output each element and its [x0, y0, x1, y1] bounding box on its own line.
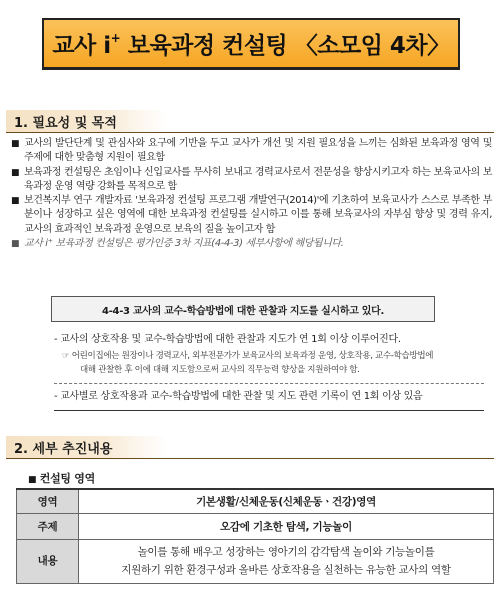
section-heading-2: 2. 세부 추진내용 [6, 436, 166, 458]
indicator-detail-1: - 교사의 상호작용 및 교수-학습방법에 대한 관찰과 지도가 연 1회 이상 이루어진다. [54, 334, 401, 345]
dashed-divider [54, 383, 484, 384]
indicator-box: 4-4-3 교사의 교수-학습방법에 대한 관찰과 지도를 실시하고 있다. [51, 296, 435, 322]
square-bullet-icon: ■ [28, 475, 37, 485]
indicator-detail-note-b: 대해 관찰한 후 이에 대해 지도함으로써 교사의 직무능력 향상을 지원하여야 함. [80, 365, 360, 375]
table-row [17, 539, 494, 583]
list-item: ■ 보육과정 컨설팅은 초임이나 신입교사를 무사히 보내고 경력교사로서 전문성을 향상시키고자 하는 보육교사의 보육과정 운영 역량 강화를 목적으로 함 [11, 166, 492, 192]
accreditation-note: ■ 교사 i⁺ 보육과정 컨설팅은 평가인증 3차 지표(4-4-3) 세부사항에 해당됩니다. [10, 237, 492, 251]
square-bullet-icon: ■ [11, 167, 20, 178]
indicator-detail-note-a: ☞ 어린이집에는 원장이나 경력교사, 외부전문가가 보육교사의 보육과정 운영, 상호작용, 교수-학습방법에 [62, 351, 434, 361]
section-divider-1 [6, 132, 494, 133]
table-header-cell: 영역 [17, 489, 79, 513]
square-bullet-icon: ■ [11, 196, 20, 207]
square-bullet-icon: ■ [11, 239, 20, 250]
list-item: ■ 교사의 발단단계 및 관심사와 요구에 기반을 두고 교사가 개선 및 지원 필요성을 느끼는 심화된 보육과정 영역 및 주제에 대한 맞춤형 지원이 필요함 [11, 138, 492, 164]
consulting-table [16, 488, 494, 584]
title-banner [42, 18, 460, 70]
table-header-cell: 주제 [17, 513, 79, 539]
table-row [17, 513, 494, 539]
section-divider-2 [6, 458, 494, 459]
table-cell: 놀이를 통해 배우고 성장하는 영아기의 감각탐색 놀이와 기능놀이를 지원하기 위한 환경구성과 올바른 상호작용을 실천하는 유능한 교사의 역할 [79, 539, 494, 583]
section-heading-1: 1. 필요성 및 목적 [6, 110, 166, 132]
indicator-bottom-rule [54, 410, 484, 411]
purpose-bullet-list [10, 137, 492, 251]
table-header-cell: 내용 [17, 539, 79, 583]
square-bullet-icon: ■ [11, 139, 20, 149]
subheading-consulting-area: ■ 컨설팅 영역 [28, 472, 95, 485]
list-item: ■ 보건복지부 연구 개발자료 '보육과정 컨설팅 프로그램 개발연구(2014)'에 기초하여 보육교사가 스스로 부족한 부분이나 성장하고 싶은 영역에 대한 보육과정 컨설팅를 실시하고 이를 통해 보육교사의 자부심 향상 및 경력 유지, 교사의 효과적인 보육과정 운영으로 보육의 질을 높이고자 함 [11, 195, 492, 235]
table-cell: 오감에 기초한 탐색, 기능놀이 [79, 513, 494, 539]
indicator-detail-2: - 교사별로 상호작용과 교수-학습방법에 대한 관찰 및 지도 관련 기록이 연 1회 이상 있음 [54, 391, 423, 402]
table-cell: 기본생활/신체운동(신체운동ㆍ건강)영역 [79, 489, 494, 513]
table-row [17, 489, 494, 513]
page-title: 교사 i+ 보육과정 컨설팅 〈소모임 4차〉 [52, 31, 450, 59]
